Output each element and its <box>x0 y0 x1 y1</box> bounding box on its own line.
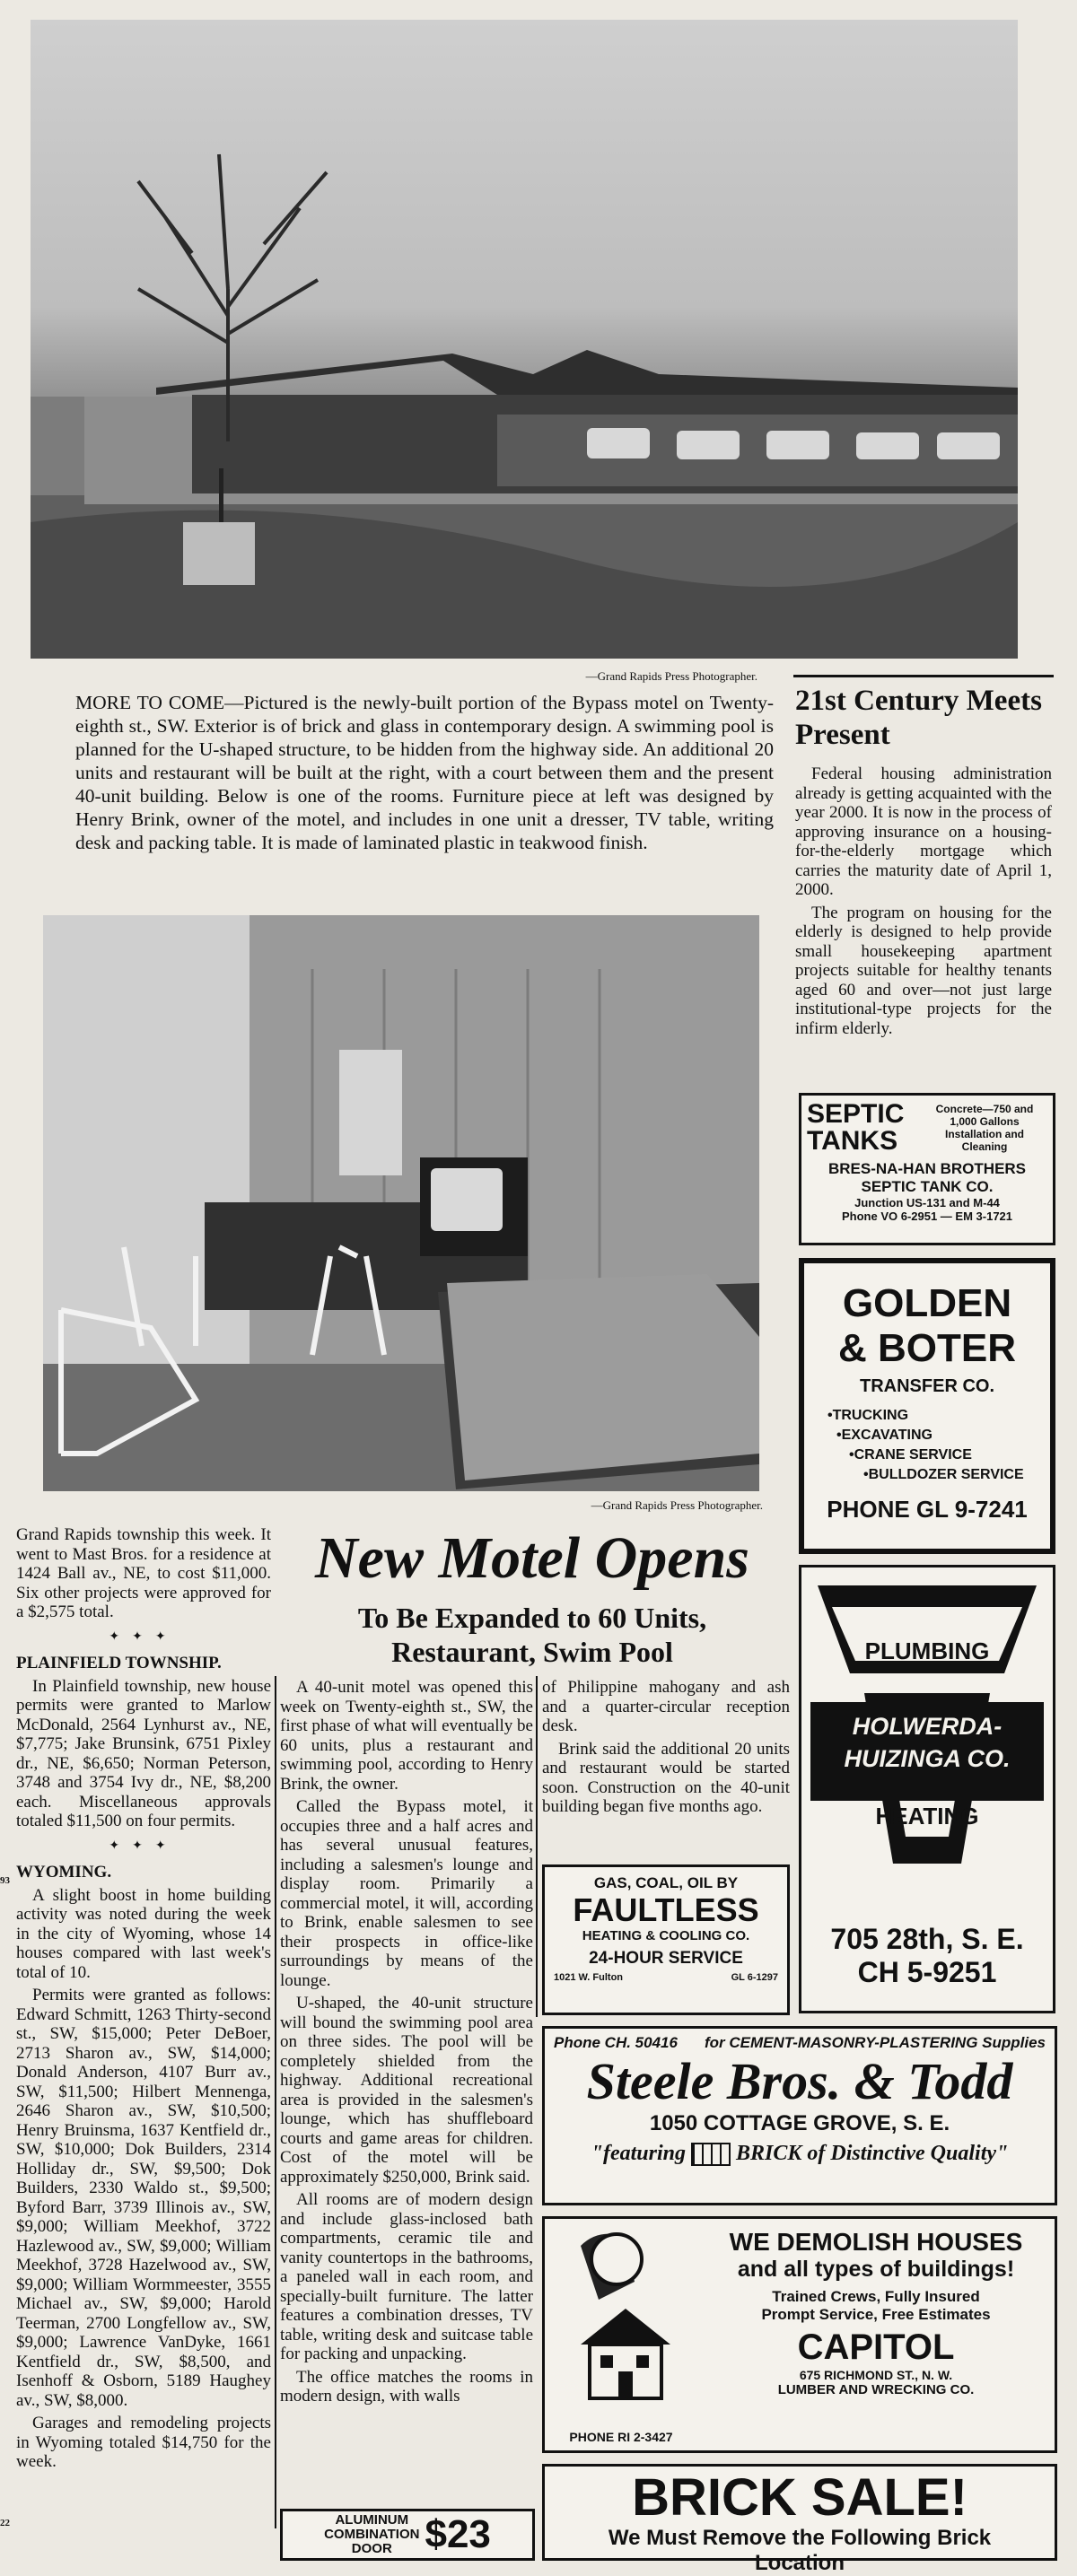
septic-address: Junction US-131 and M-44 <box>854 1196 1000 1209</box>
sidebar-title: 21st Century Meets Present <box>795 685 1042 751</box>
capitol-wrecking-ad[interactable] <box>542 2216 1057 2453</box>
steele-phone: Phone CH. 50416 <box>554 2034 678 2051</box>
house-demolition-icon <box>545 2219 697 2425</box>
capitol-line-1: WE DEMOLISH HOUSES <box>729 2228 1023 2256</box>
septic-word: SEPTIC <box>807 1099 905 1129</box>
heating-word: HEATING <box>875 1803 979 1829</box>
faultless-phone: GL 6-1297 <box>731 1972 778 1983</box>
septic-service: Installation and Cleaning <box>944 1128 1024 1153</box>
motel-exterior-photo <box>31 20 1018 659</box>
septic-phone: Phone VO 6-2951 — EM 3-1721 <box>841 1209 1013 1223</box>
article-paragraph: Called the Bypass motel, it occupies three and a half acres and has several unusual features, including a salesmen's lounge and display room. Primarily a commercial motel, it will, according to Brink, enable salesmen to see their prospects in office-like surroundings by means of the lounge. <box>280 1797 533 1990</box>
tanks-word: TANKS <box>807 1126 898 1156</box>
golden-boter-ad[interactable] <box>799 1258 1055 1554</box>
brick-icon <box>691 2143 731 2166</box>
capitol-firm: LUMBER AND WRECKING CO. <box>777 2382 975 2397</box>
septic-firm-type: SEPTIC TANK CO. <box>861 1178 994 1195</box>
motel-exterior-illustration <box>31 20 1018 659</box>
sidebar-top-rule <box>793 675 1054 677</box>
photo-caption: MORE TO COME—Pictured is the newly-built portion of the Bypass motel on Twenty-eighth st., SW. Exterior is of brick and glass in contemporary design. A swimming pool is planned for the U-shaped structure, to be hidden from the highway side. An additional 20 units and restaurant will be built at the right, with a court between them and the present 40-unit building. Below is one of the rooms. Furniture piece at left was designed by Henry Brink, owner of the motel, and includes in one unit a dresser, TV table, writing desk and packing table. It is made of laminated plastic in teakwood finish. <box>75 692 774 853</box>
faultless-top-line: GAS, COAL, OIL BY <box>593 1874 739 1891</box>
brick-sale-title: BRICK SALE! <box>632 2468 968 2527</box>
golden-name: GOLDEN <box>842 1281 1012 1325</box>
column-rule <box>275 1676 276 2528</box>
margin-page-mark: 93 <box>0 1875 10 1886</box>
article-column-1 <box>280 1678 533 2410</box>
demolition-illustration <box>545 2219 697 2450</box>
huizinga-name: HUIZINGA CO. <box>844 1745 1011 1772</box>
holwerda-name: HOLWERDA- <box>852 1713 1003 1740</box>
plumbing-address: 705 28th, S. E. <box>830 1923 1024 1955</box>
capitol-address: 675 RICHMOND ST., N. W. <box>799 2368 953 2382</box>
sidebar-body <box>795 764 1052 1042</box>
photo-credit-room: —Grand Rapids Press Photographer. <box>591 1498 763 1512</box>
service-excavating: •EXCAVATING <box>836 1428 933 1443</box>
wyoming-permits-paragraph: Permits were granted as follows: Edward Schmitt, 1263 Thirty-second st., SW, $15,000; Peter DeBoer, 2713 Sharon av., SW, $14,000; Donald Anderson, 4107 Burr av., SW, $11,500; Hilbert Mennenga, 2646 Sharon av., SW, $10,500; Henry Bruinsma, 1637 Kentfield dr., SW, $10,000; Dok Builders, 2314 Holliday dr., SW, $9,500; Dok Builders, 2330 Waldo st., $9,500; Byford Barr, 3739 Illinois av., SW, $9,000; William Meekhof, 3722 Hazlewood av., SW, $9,000; William Meekhof, 3728 Hazelwood av., SW, $9,000; William Wormmeester, 3555 Michael av., SW, $9,000; Harold Teerman, 2700 Longfellow av., SW, $9,000; Lawrence VanDyke, 1661 Kentfield dr., SW, $8,500, and Isenhoff & Osborn, 5189 Haughey av., SW, $8,000. <box>16 1986 271 2410</box>
plainfield-heading: PLAINFIELD TOWNSHIP. <box>16 1654 222 1672</box>
section-separator: ✦✦✦ <box>109 1838 179 1853</box>
capitol-line-4: Prompt Service, Free Estimates <box>761 2306 991 2323</box>
faultless-heating-ad[interactable] <box>542 1864 790 2015</box>
wyoming-paragraph: A slight boost in home building activity was noted during the week in the city of Wyoming, whose 14 houses compared with last week's total of 10. <box>16 1885 271 1982</box>
capitol-line-2: and all types of buildings! <box>737 2257 1015 2282</box>
article-column-2 <box>542 1678 790 1821</box>
service-bulldozer: •BULLDOZER SERVICE <box>863 1467 1024 1482</box>
article-headline: New Motel Opens <box>315 1525 749 1591</box>
capitol-line-3: Trained Crews, Fully Insured <box>772 2288 980 2305</box>
section-separator: ✦✦✦ <box>109 1629 179 1644</box>
article-paragraph: of Philippine mahogany and ash and a quarter-circular reception desk. <box>542 1678 790 1735</box>
plumbing-phone: CH 5-9251 <box>857 1956 997 1988</box>
faultless-address: 1021 W. Fulton <box>554 1972 624 1983</box>
sidebar-paragraph: The program on housing for the elderly is designed to help provide small housekeeping apartment projects suitable for healthy tenants aged 60 and over—not just large institutional-type projects for the infirm elderly. <box>795 903 1052 1038</box>
brick-sale-location: Location <box>755 2551 845 2575</box>
article-paragraph: U-shaped, the 40-unit structure will bound the swimming pool area on three sides. The pool will be completely shielded from the highway. Additional recreational area is provided in the salesmen's lounge, which has shuffleboard courts and game areas for children. Cost of the motel will be approximately $250,000, Brink said. <box>280 1994 533 2187</box>
golden-subtitle: TRANSFER CO. <box>860 1376 994 1396</box>
holwerda-huizinga-ad[interactable] <box>799 1565 1055 2013</box>
faultless-service: 24-HOUR SERVICE <box>589 1949 743 1968</box>
motel-room-photo <box>43 915 759 1491</box>
septic-tanks-ad[interactable] <box>799 1093 1055 1245</box>
aluminum-price: $23 <box>425 2512 491 2556</box>
service-crane: •CRANE SERVICE <box>849 1447 972 1463</box>
brick-sale-ad[interactable] <box>542 2464 1057 2575</box>
capitol-name: CAPITOL <box>797 2327 955 2367</box>
photo-credit-top: —Grand Rapids Press Photographer. <box>585 669 757 683</box>
sidebar-paragraph: Federal housing administration already is getting acquainted with the year 2000. It is now in the process of approving insurance on a housing-for-the-elderly mortgage which carries the maturity date of April 1, 2000. <box>795 764 1052 899</box>
service-trucking: •TRUCKING <box>827 1408 909 1423</box>
article-subhead-2: Restaurant, Swim Pool <box>391 1636 673 1668</box>
steele-name: Steele Bros. & Todd <box>586 2052 1013 2110</box>
golden-phone: PHONE GL 9-7241 <box>827 1496 1028 1523</box>
column-rule <box>536 1676 538 2017</box>
aluminum-line-1: ALUMINUM <box>335 2512 409 2528</box>
steele-address: 1050 COTTAGE GROVE, S. E. <box>649 2111 950 2135</box>
steele-tagline: for CEMENT-MASONRY-PLASTERING Supplies <box>704 2034 1046 2051</box>
steele-bros-todd-ad[interactable] <box>542 2026 1057 2205</box>
margin-page-mark: 22 <box>0 2518 10 2528</box>
boter-name: & BOTER <box>838 1326 1016 1370</box>
capitol-phone: PHONE RI 2-3427 <box>569 2430 673 2444</box>
permits-paragraph: Grand Rapids township this week. It went to Mast Bros. for a residence at 1424 Ball av., NE, to cost $11,000. Six other projects were approved for a $2,575 total. <box>16 1525 271 1621</box>
wyoming-garages-paragraph: Garages and remodeling projects in Wyoming totaled $14,750 for the week. <box>16 2414 271 2471</box>
aluminum-door-ad[interactable] <box>280 2509 535 2561</box>
aluminum-line-3: DOOR <box>351 2541 392 2556</box>
article-paragraph: A 40-unit motel was opened this week on Twenty-eighth st., SW, the first phase of what will eventually be 60 units, plus a restaurant and swimming pool, according to Henry Brink, the owner. <box>280 1678 533 1794</box>
faultless-subtitle: HEATING & COOLING CO. <box>582 1928 750 1943</box>
plainfield-paragraph: In Plainfield township, new house permits were granted to Marlow McDonald, 2564 Lynhurst av., NE, $7,775; Jake Brunsink, 6751 Pixley dr., NE, $6,650; Norman Peterson, 3748 and 3754 Ivy dr., NE, $8,200 each. Miscellaneous approvals totaled $11,500 on four permits. <box>16 1676 271 1830</box>
article-subhead-1: To Be Expanded to 60 Units, <box>357 1602 707 1634</box>
brick-sale-subtitle: We Must Remove the Following Brick <box>608 2526 992 2550</box>
septic-capacity: Concrete—750 and 1,000 Gallons <box>935 1103 1034 1128</box>
septic-firm-name: BRES-NA-HAN BROTHERS <box>827 1160 1027 1177</box>
aluminum-line-2: COMBINATION <box>324 2527 420 2542</box>
motel-room-illustration <box>43 915 759 1491</box>
article-paragraph: All rooms are of modern design and include glass-inclosed bath compartments, ceramic tile and vanity countertops in the bathrooms, a paneled wall in each room, and specially-built furniture. The latter features a combination dresses, TV table, writing desk and suitcase table for packing and unpacking. <box>280 2190 533 2363</box>
faultless-name: FAULTLESS <box>573 1891 759 1928</box>
plumbing-word: PLUMBING <box>864 1637 990 1664</box>
steele-featuring: "featuring <box>591 2142 686 2165</box>
article-paragraph: Brink said the additional 20 units and restaurant would be started soon. Construction on the 40-unit building began five months ago. <box>542 1739 790 1816</box>
steele-brick-quality: BRICK of Distinctive Quality" <box>736 2142 1009 2165</box>
article-paragraph: The office matches the rooms in modern design, with walls <box>280 2367 533 2406</box>
wyoming-heading: WYOMING. <box>16 1863 112 1882</box>
building-permits-column <box>16 1525 271 2476</box>
